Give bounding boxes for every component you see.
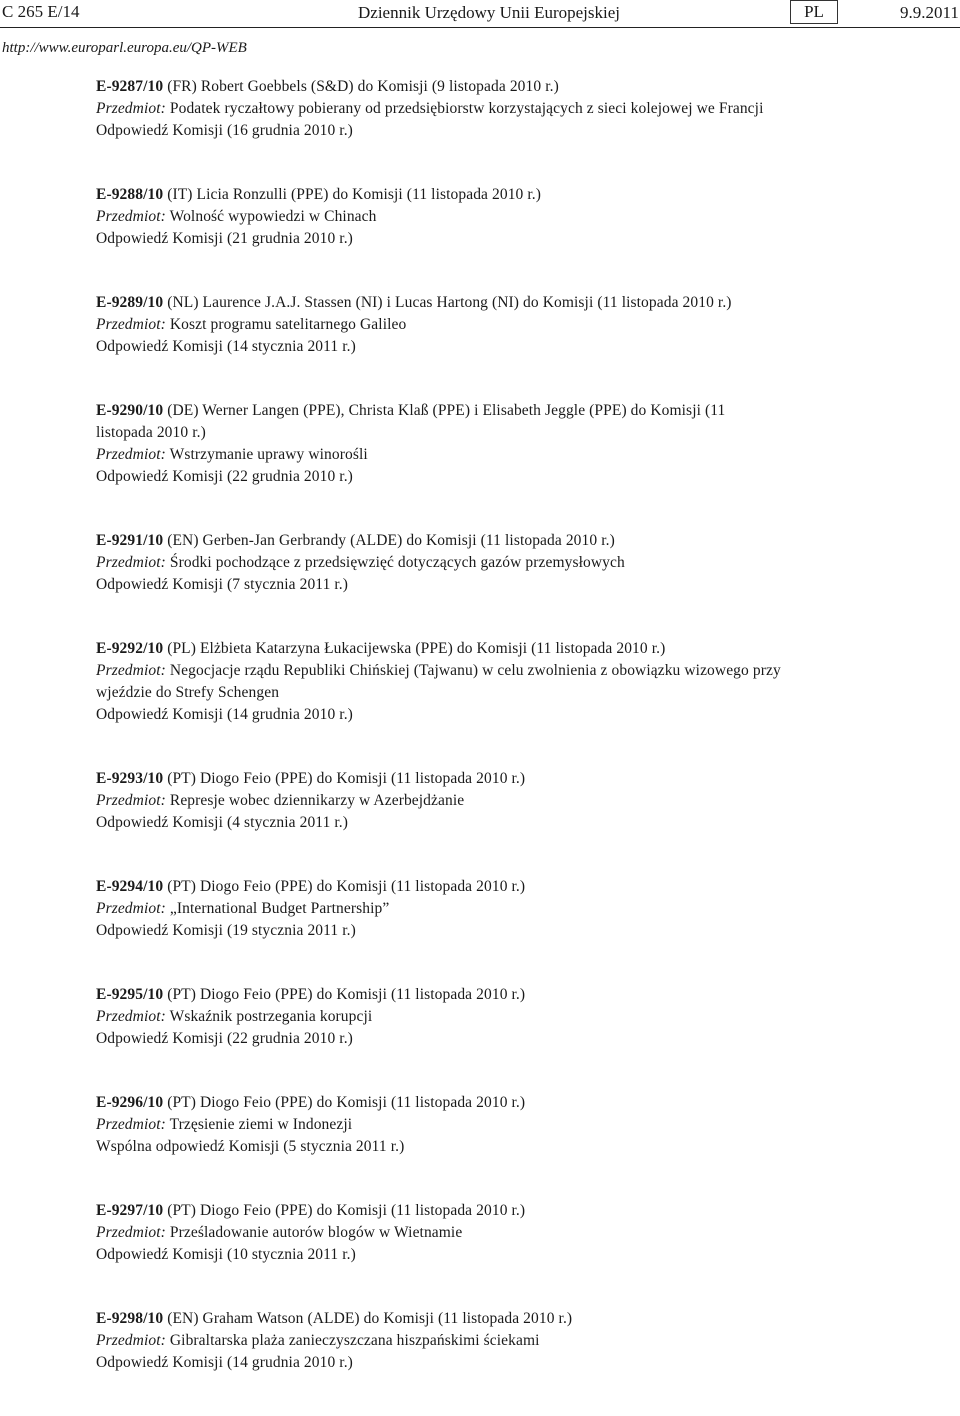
- question-number: E-9291/10: [96, 532, 164, 549]
- subject-label: Przedmiot:: [96, 900, 166, 917]
- subject-label: Przedmiot:: [96, 662, 166, 679]
- question-entry: [96, 638, 946, 768]
- question-entry: [96, 768, 946, 876]
- question-subject: [96, 444, 946, 466]
- subject-label: Przedmiot:: [96, 792, 166, 809]
- question-details: (EN) Gerben-Jan Gerbrandy (ALDE) do Komisji (11 listopada 2010 r.): [163, 532, 615, 549]
- question-number: E-9287/10: [96, 78, 164, 95]
- question-heading: [96, 1092, 946, 1114]
- subject-text: Wskaźnik postrzegania korupcji: [169, 1008, 373, 1025]
- question-number: E-9295/10: [96, 986, 164, 1003]
- subject-label: Przedmiot:: [96, 208, 166, 225]
- subject-text: Trzęsienie ziemi w Indonezji: [169, 1116, 353, 1133]
- question-subject: [96, 314, 946, 336]
- question-details: (PT) Diogo Feio (PPE) do Komisji (11 listopada 2010 r.): [163, 1094, 526, 1111]
- question-entry: [96, 984, 946, 1092]
- question-subject: [96, 1114, 946, 1136]
- commission-answer: Odpowiedź Komisji (21 grudnia 2010 r.): [96, 230, 353, 247]
- question-list: [96, 76, 946, 1416]
- commission-answer: Odpowiedź Komisji (19 stycznia 2011 r.): [96, 922, 356, 939]
- question-heading: [96, 876, 946, 898]
- question-details: (NL) Laurence J.A.J. Stassen (NI) i Lucas Hartong (NI) do Komisji (11 listopada 2010 r.): [163, 294, 732, 311]
- question-heading: [96, 400, 776, 444]
- question-number: E-9289/10: [96, 294, 164, 311]
- commission-answer: Odpowiedź Komisji (7 stycznia 2011 r.): [96, 576, 349, 593]
- question-heading: [96, 1308, 946, 1330]
- commission-answer: Odpowiedź Komisji (16 grudnia 2010 r.): [96, 122, 353, 139]
- subject-text: Koszt programu satelitarnego Galileo: [169, 316, 407, 333]
- question-number: E-9290/10: [96, 402, 164, 419]
- question-details: (IT) Licia Ronzulli (PPE) do Komisji (11 listopada 2010 r.): [163, 186, 542, 203]
- question-subject: [96, 1222, 946, 1244]
- commission-answer: Odpowiedź Komisji (22 grudnia 2010 r.): [96, 468, 353, 485]
- commission-answer: Odpowiedź Komisji (14 grudnia 2010 r.): [96, 706, 353, 723]
- subject-text: Środki pochodzące z przedsięwzięć dotyczących gazów przemysłowych: [169, 554, 625, 571]
- question-entry: [96, 76, 946, 184]
- question-heading: [96, 638, 946, 660]
- subject-text: Gibraltarska plaża zanieczyszczana hiszpańskimi ściekami: [169, 1332, 540, 1349]
- page-header: [0, 0, 960, 26]
- question-heading: [96, 768, 946, 790]
- subject-label: Przedmiot:: [96, 1116, 166, 1133]
- question-details: (PT) Diogo Feio (PPE) do Komisji (11 listopada 2010 r.): [163, 770, 526, 787]
- question-subject: [96, 552, 946, 574]
- question-details: (PT) Diogo Feio (PPE) do Komisji (11 listopada 2010 r.): [163, 1202, 526, 1219]
- question-entry: [96, 400, 946, 530]
- question-subject: [96, 98, 946, 120]
- publication-date: 9.9.2011: [900, 3, 959, 22]
- subject-label: Przedmiot:: [96, 1332, 166, 1349]
- question-entry: [96, 1308, 946, 1416]
- commission-answer: Odpowiedź Komisji (14 stycznia 2011 r.): [96, 338, 356, 355]
- question-entry: [96, 1092, 946, 1200]
- question-details: (DE) Werner Langen (PPE), Christa Klaß (PPE) i Elisabeth Jeggle (PPE) do Komisji (11 listopada 2010 r.): [96, 402, 726, 441]
- subject-label: Przedmiot:: [96, 554, 166, 571]
- subject-text: Wstrzymanie uprawy winorośli: [169, 446, 368, 463]
- journal-title: Dziennik Urzędowy Unii Europejskiej: [358, 3, 621, 22]
- subject-label: Przedmiot:: [96, 316, 166, 333]
- question-heading: [96, 184, 946, 206]
- subject-label: Przedmiot:: [96, 446, 166, 463]
- subject-text: „International Budget Partnership”: [169, 900, 390, 917]
- question-subject: [96, 206, 946, 228]
- question-heading: [96, 292, 946, 314]
- subject-label: Przedmiot:: [96, 100, 166, 117]
- subject-text: Negocjacje rządu Republiki Chińskiej (Tajwanu) w celu zwolnienia z obowiązku wizowego przy wjeździe do Strefy Schengen: [96, 662, 781, 701]
- header-divider: [0, 27, 960, 28]
- source-url[interactable]: http://www.europarl.europa.eu/QP-WEB: [2, 40, 247, 56]
- question-number: E-9293/10: [96, 770, 164, 787]
- language-badge: PL: [790, 0, 838, 24]
- question-heading: [96, 984, 946, 1006]
- commission-answer: Wspólna odpowiedź Komisji (5 stycznia 2011 r.): [96, 1138, 405, 1155]
- question-subject: [96, 898, 946, 920]
- subject-text: Podatek ryczałtowy pobierany od przedsiębiorstw korzystających z sieci kolejowej we Francji: [169, 100, 764, 117]
- subject-label: Przedmiot:: [96, 1224, 166, 1241]
- subject-text: Prześladowanie autorów blogów w Wietnamie: [169, 1224, 463, 1241]
- question-subject: [96, 790, 946, 812]
- question-number: E-9292/10: [96, 640, 164, 657]
- commission-answer: Odpowiedź Komisji (22 grudnia 2010 r.): [96, 1030, 353, 1047]
- question-heading: [96, 530, 946, 552]
- commission-answer: Odpowiedź Komisji (14 grudnia 2010 r.): [96, 1354, 353, 1371]
- question-entry: [96, 530, 946, 638]
- question-entry: [96, 184, 946, 292]
- question-heading: [96, 1200, 946, 1222]
- question-number: E-9298/10: [96, 1310, 164, 1327]
- question-heading: [96, 76, 946, 98]
- commission-answer: Odpowiedź Komisji (10 stycznia 2011 r.): [96, 1246, 356, 1263]
- question-entry: [96, 1200, 946, 1308]
- subject-text: Wolność wypowiedzi w Chinach: [169, 208, 377, 225]
- question-entry: [96, 292, 946, 400]
- question-details: (PT) Diogo Feio (PPE) do Komisji (11 listopada 2010 r.): [163, 986, 526, 1003]
- question-number: E-9294/10: [96, 878, 164, 895]
- question-subject: [96, 1330, 946, 1352]
- subject-label: Przedmiot:: [96, 1008, 166, 1025]
- question-number: E-9296/10: [96, 1094, 164, 1111]
- question-number: E-9297/10: [96, 1202, 164, 1219]
- question-details: (PL) Elżbieta Katarzyna Łukacijewska (PPE) do Komisji (11 listopada 2010 r.): [163, 640, 666, 657]
- question-details: (EN) Graham Watson (ALDE) do Komisji (11 listopada 2010 r.): [163, 1310, 573, 1327]
- journal-reference: C 265 E/14: [2, 2, 80, 21]
- subject-text: Represje wobec dziennikarzy w Azerbejdżanie: [169, 792, 465, 809]
- question-subject: [96, 660, 836, 704]
- question-details: (PT) Diogo Feio (PPE) do Komisji (11 listopada 2010 r.): [163, 878, 526, 895]
- question-entry: [96, 876, 946, 984]
- question-number: E-9288/10: [96, 186, 164, 203]
- question-details: (FR) Robert Goebbels (S&D) do Komisji (9 listopada 2010 r.): [163, 78, 559, 95]
- question-subject: [96, 1006, 946, 1028]
- commission-answer: Odpowiedź Komisji (4 stycznia 2011 r.): [96, 814, 349, 831]
